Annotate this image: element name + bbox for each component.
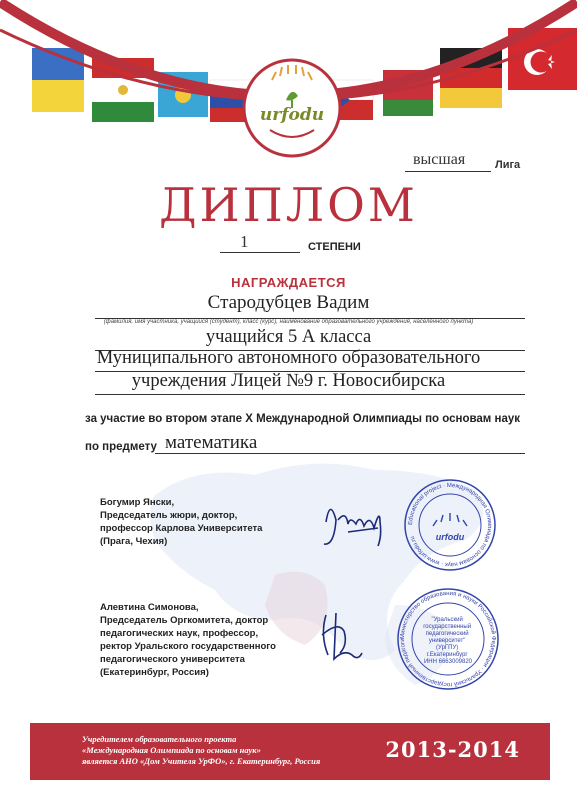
signatory-2-title-3: ректор Уральского государственного (100, 641, 276, 652)
signatory-2-title-1: Председатель Оргкомитета, доктор (100, 615, 269, 626)
recipient-caption: (фамилия, имя участника, учащийся (студент), класс (курс), наименование образовательного учреждения, населенного пункта) (103, 319, 474, 325)
info-underline-3 (95, 394, 525, 395)
stamp-2 (396, 587, 500, 691)
flags-arc (0, 0, 577, 175)
diploma-title: ДИПЛОМ (159, 178, 418, 232)
footer-years: 2013-2014 (385, 737, 520, 762)
recipient-name: Стародубцев Вадим (207, 292, 370, 313)
degree-field (220, 232, 420, 254)
league-underline (405, 171, 491, 172)
footer-line-1: Учредителем образовательного проекта (82, 734, 237, 744)
stamp-2-center: "Уральский государственный педагогический университет" (УрГПУ) г.Екатеринбург ИНН 6663009820 (423, 617, 473, 665)
league-field (405, 151, 535, 173)
logo-text: urfodu (259, 105, 325, 125)
subject-underline (155, 453, 525, 454)
stamp-1 (403, 478, 497, 572)
recipient-line-3: учреждения Лицей №9 г. Новосибирска (131, 371, 446, 391)
signatory-1-title-1: Председатель жюри, доктор, (100, 510, 238, 521)
league-label: Лига (495, 159, 521, 171)
degree-underline (220, 252, 300, 253)
signatory-2-location: (Екатеринбург, Россия) (100, 667, 209, 678)
recipient-line-2: Муниципального автономного образовательного (96, 348, 481, 368)
signatory-1-name: Богумир Янски, (100, 497, 175, 508)
league-value: высшая (413, 151, 466, 168)
signature-2 (312, 605, 372, 665)
footer-line-2: «Международная Олимпиада по основам наук» (82, 745, 261, 755)
degree-value: 1 (240, 232, 249, 251)
recipient-line-1: учащийся 5 А класса (205, 327, 372, 347)
footer-banner (30, 723, 550, 780)
signatory-1-title-2: профессор Карлова Университета (100, 523, 263, 534)
subject-value: математика (165, 432, 258, 453)
svg-text:Educational project · Междунар (408, 483, 492, 567)
footer-line-3: является АНО «Дом Учителя УрФО», г. Екатеринбург, Россия (82, 756, 321, 766)
stamp-1-ring-text: Educational project · Международная Олимпиада по основам наук · www.urfodu.ru (407, 482, 493, 568)
participation-text: за участие во втором этапе X Международной Олимпиады по основам наук (85, 413, 521, 425)
signature-1 (318, 492, 398, 552)
stamp-2-ring-text: Министерство образования и науки Российской Федерации · Уральский государственный педагоги (399, 590, 497, 688)
stamp-1-center-text: urfodu (435, 532, 465, 542)
subject-label: по предмету (85, 441, 157, 453)
signatory-2-block (100, 601, 276, 679)
flag-ukraine (32, 48, 84, 112)
signatory-1-location: (Прага, Чехия) (100, 536, 168, 547)
degree-label: СТЕПЕНИ (308, 241, 361, 253)
header-banner (0, 0, 577, 175)
signatory-2-title-2: педагогических наук, профессор, (100, 628, 259, 639)
signatory-2-name: Алевтина Симонова, (100, 602, 199, 613)
signatory-1-block (100, 496, 262, 548)
awarded-label: НАГРАЖДАЕТСЯ (231, 275, 346, 290)
footer-founder-text (82, 734, 320, 767)
signatory-2-title-4: педагогического университета (100, 654, 245, 665)
